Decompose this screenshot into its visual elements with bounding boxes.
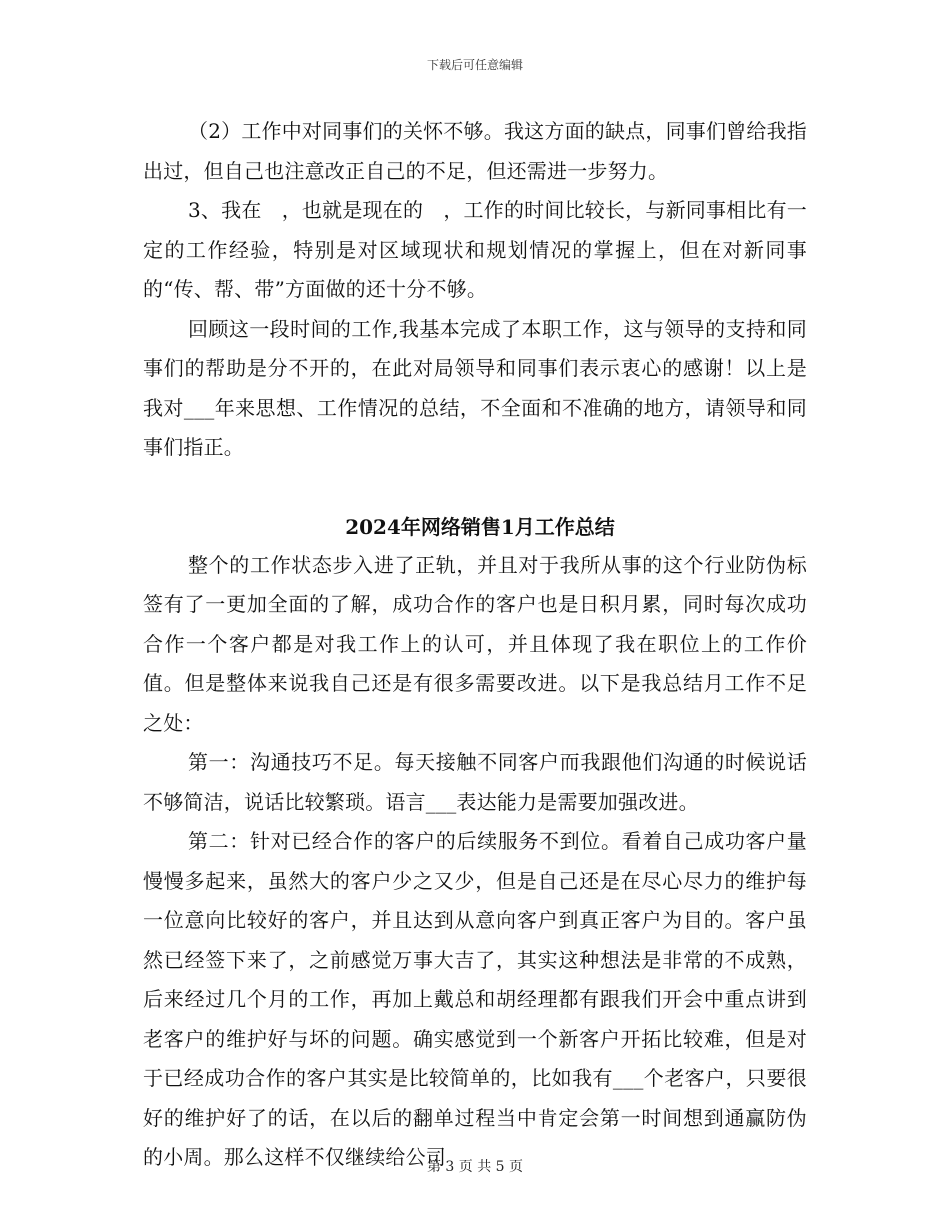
page-footer: 第 3 页 共 5 页: [426, 1159, 524, 1175]
document-body: [143, 112, 807, 1178]
paragraph: 3、我在 ，也就是现在的 ，工作的时间比较长，与新同事相比有一定的工作经验，特别是对区域现状和规划情况的掌握上，但在对新同事的“传、帮、带”方面做的还十分不够。: [143, 198, 807, 301]
section-title: 2024年网络销售1月工作总结: [345, 514, 615, 539]
paragraph: 整个的工作状态步入进了正轨，并且对于我所从事的这个行业防伪标签有了一更加全面的了解，成功合作的客户也是日积月累，同时每次成功合作一个客户都是对我工作上的认可，并且体现了我在职位上的工作价值。但是整体来说我自己还是有很多需要改进。以下是我总结月工作不足之处：: [143, 552, 807, 735]
paragraph: 回顾这一段时间的工作,我基本完成了本职工作，这与领导的支持和同事们的帮助是分不开的，在此对局领导和同事们表示衷心的感谢！以上是我对___年来思想、工作情况的总结，不全面和不准确的地方，请领导和同事们指正。: [143, 316, 807, 459]
paragraph: 第二：针对已经合作的客户的后续服务不到位。看着自己成功客户量慢慢多起来，虽然大的客户少之又少，但是自己还是在尽心尽力的维护每一位意向比较好的客户，并且达到从意向客户到真正客户为目的。客户虽然已经签下来了，之前感觉万事大吉了，其实这种想法是非常的不成熟，后来经过几个月的工作，再加上戴总和胡经理都有跟我们开会中重点讲到老客户的维护好与坏的问题。确实感觉到一个新客户开拓比较难，但是对于已经成功合作的客户其实是比较简单的，比如我有___个老客户，只要很好的维护好了的话，在以后的翻单过程当中肯定会第一时间想到通赢防伪的小周。那么这样不仅继续给公司: [143, 829, 807, 1169]
page-header: 下载后可任意编辑: [426, 58, 523, 72]
section-gap: [143, 468, 807, 508]
paragraph: （2）工作中对同事们的关怀不够。我这方面的缺点，同事们曾给我指出过，但自己也注意改正自己的不足，但还需进一步努力。: [143, 119, 807, 183]
paragraph: 第一：沟通技巧不足。每天接触不同客户而我跟他们沟通的时候说话不够简洁，说话比较繁琐。语言___表达能力是需要加强改进。: [143, 750, 807, 814]
